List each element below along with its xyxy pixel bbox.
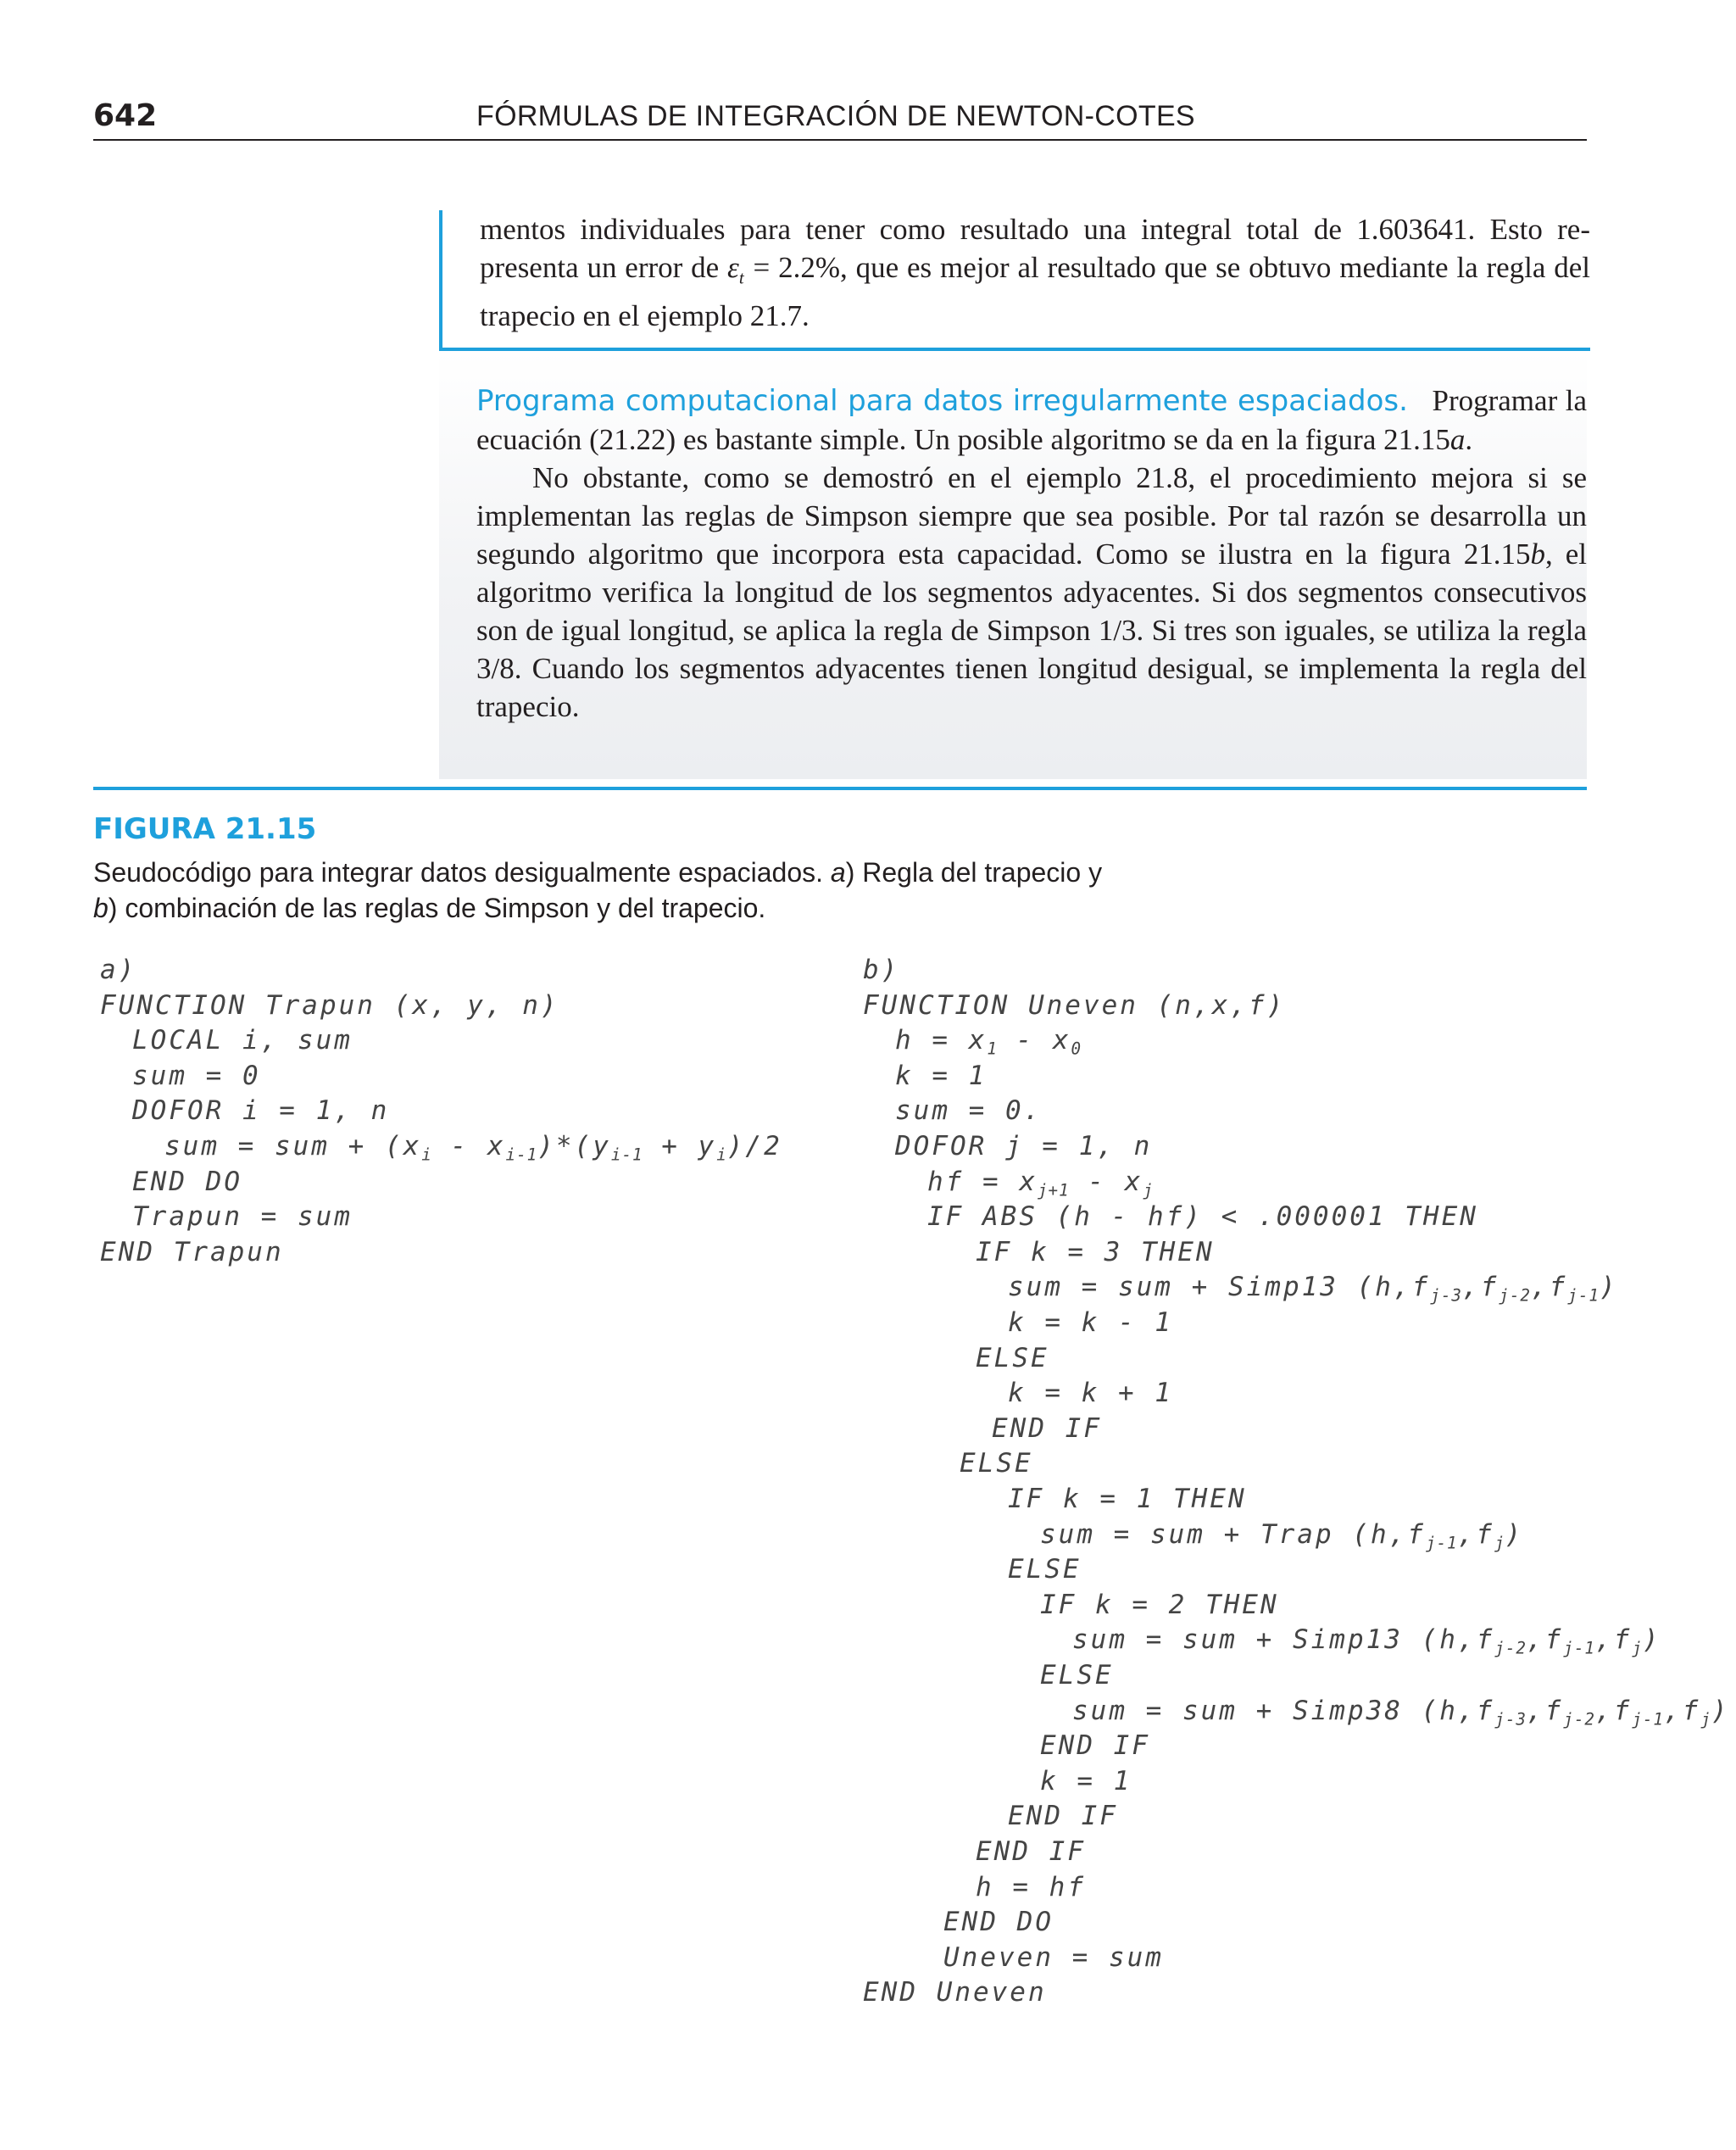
code-text: k = 1 — [1040, 1765, 1132, 1796]
page-number: 642 — [93, 98, 158, 133]
code-line — [1040, 1590, 1279, 1620]
code-text: sum = 0. — [895, 1095, 1043, 1127]
code-text: ,f — [1461, 1272, 1500, 1303]
code-line — [863, 955, 899, 985]
code-line — [1008, 1307, 1173, 1338]
section-heading: Programa computacional para datos irregularmente espaciados. — [476, 384, 1408, 418]
code-subscript: i — [421, 1145, 432, 1165]
code-line — [927, 1201, 1478, 1232]
code-text: ) — [1599, 1272, 1618, 1303]
code-text: sum = 0 — [132, 1060, 261, 1091]
paragraph-1-italic: a — [1449, 423, 1466, 456]
example-end-block — [439, 210, 1590, 351]
code-subscript: j-3 — [1430, 1286, 1462, 1306]
figure-rule — [93, 787, 1587, 790]
code-subscript: j-2 — [1494, 1639, 1527, 1659]
code-line — [895, 1025, 1082, 1059]
code-text: END Uneven — [863, 1977, 1047, 2008]
code-line — [1008, 1378, 1173, 1408]
code-text: Trapun = sum — [132, 1201, 353, 1233]
code-subscript: j-1 — [1563, 1639, 1595, 1659]
code-text: ,f — [1457, 1518, 1494, 1550]
code-line — [863, 1977, 1047, 2008]
code-text: ELSE — [1008, 1554, 1082, 1585]
code-text: ) — [1642, 1624, 1661, 1656]
code-subscript: i-1 — [610, 1145, 643, 1165]
code-line — [1040, 1730, 1150, 1761]
code-subscript: i-1 — [505, 1145, 538, 1165]
epsilon-subscript: t — [738, 267, 745, 288]
section-paragraph-2 — [476, 459, 1587, 726]
code-subscript: j+1 — [1037, 1180, 1070, 1200]
code-line — [1040, 1660, 1114, 1690]
code-text: END Trapun — [100, 1236, 284, 1267]
code-line — [976, 1872, 1086, 1902]
caption-a: a — [830, 857, 846, 888]
code-line — [1008, 1801, 1118, 1831]
code-text: END DO — [943, 1907, 1054, 1938]
code-line — [895, 1061, 987, 1091]
code-subscript: j-2 — [1563, 1709, 1595, 1729]
code-text: ,f — [1594, 1624, 1633, 1656]
code-text: DOFOR j = 1, n — [895, 1131, 1153, 1161]
code-text: hf = x — [927, 1166, 1038, 1197]
code-text: sum = sum + (x — [164, 1131, 422, 1161]
code-text: - x — [997, 1025, 1071, 1056]
code-line — [132, 1167, 242, 1197]
code-text: END IF — [1008, 1801, 1118, 1832]
paragraph-1-end: . — [1465, 423, 1473, 456]
code-text: END IF — [1040, 1730, 1150, 1762]
code-line — [943, 1907, 1054, 1937]
code-line — [895, 1131, 1152, 1161]
code-subscript: j — [1494, 1533, 1505, 1553]
code-line — [1072, 1624, 1661, 1658]
page-header — [93, 93, 1587, 141]
example-end-text — [480, 210, 1590, 335]
code-line — [895, 1095, 1042, 1126]
code-line — [960, 1448, 1033, 1479]
figure-caption — [93, 855, 1195, 926]
section-text — [476, 382, 1587, 726]
example-text-part2: = 2.2%, que es mejor al resultado que se obtuvo mediante la regla del trapecio en el ejemplo 21.7. — [480, 251, 1591, 333]
code-text: ELSE — [976, 1342, 1049, 1373]
caption-part1: Seudocódigo para integrar datos desigualmente espaciados. — [93, 857, 831, 888]
code-subscript: j — [1632, 1639, 1643, 1659]
code-line — [1040, 1519, 1523, 1553]
code-subscript: j-1 — [1425, 1533, 1458, 1553]
code-line — [164, 1131, 782, 1165]
epsilon-symbol: ε — [727, 251, 739, 284]
code-text: ,f — [1526, 1695, 1564, 1726]
code-subscript: j-1 — [1567, 1286, 1600, 1306]
code-text: + y — [643, 1131, 717, 1161]
code-line — [100, 990, 559, 1021]
example-text-part1: mentos individuales para tener como resultado una integral total de 1.603641. Esto representa un error de — [480, 213, 1590, 284]
code-text: k = k + 1 — [1008, 1378, 1173, 1409]
code-text: END DO — [132, 1166, 242, 1197]
code-line — [976, 1836, 1086, 1867]
code-text: ,f — [1663, 1695, 1701, 1726]
code-line — [132, 1201, 353, 1232]
code-text: IF ABS (h - hf) < .000001 THEN — [927, 1201, 1478, 1233]
code-subscript: j-1 — [1632, 1709, 1664, 1729]
code-line — [132, 1025, 353, 1056]
code-text: END IF — [976, 1836, 1086, 1867]
code-text: h = x — [895, 1025, 988, 1056]
caption-part2: ) Regla del trapecio y — [845, 857, 1103, 888]
code-subscript: 1 — [987, 1039, 998, 1059]
code-subscript: j — [1143, 1180, 1154, 1200]
figure-title: FIGURA 21.15 — [93, 812, 317, 846]
code-text: h = hf — [976, 1871, 1086, 1902]
code-line — [132, 1061, 261, 1091]
code-subscript: j-2 — [1499, 1286, 1531, 1306]
code-text: DOFOR i = 1, n — [132, 1095, 390, 1127]
code-text: Uneven = sum — [943, 1941, 1164, 1973]
code-subscript: i — [716, 1145, 727, 1165]
code-text: )/2 — [726, 1131, 782, 1161]
code-text: ELSE — [960, 1448, 1033, 1479]
code-line — [100, 1237, 284, 1267]
code-text: FUNCTION Uneven (n,x,f) — [863, 989, 1286, 1021]
code-subscript: j — [1700, 1709, 1711, 1729]
code-line — [1008, 1554, 1082, 1585]
section-paragraph-1 — [476, 382, 1587, 459]
section-box — [439, 351, 1587, 779]
code-line — [100, 955, 136, 985]
code-line — [1008, 1272, 1618, 1306]
code-text: - x — [431, 1131, 506, 1161]
code-text: - x — [1069, 1166, 1143, 1197]
code-text: )*(y — [537, 1131, 611, 1161]
code-line — [132, 1095, 389, 1126]
code-text: IF k = 1 THEN — [1008, 1484, 1247, 1514]
code-line — [1008, 1484, 1247, 1514]
code-text: ELSE — [1040, 1660, 1114, 1690]
pseudocode-uneven — [863, 955, 1728, 2023]
paragraph-2-text-b: , el algoritmo verifica la longitud de los segmentos adyacentes. Si dos segmentos consecutivos son de igual longitud, se aplica la regla de Simpson 1/3. Si tres son iguales, se utiliza la regla 3/8. Cuando los segmentos adyacentes tienen longitud desigual, se implementa la regla del trapecio. — [476, 538, 1587, 723]
code-text: k = 1 — [895, 1060, 988, 1091]
running-head: FÓRMULAS DE INTEGRACIÓN DE NEWTON-COTES — [476, 100, 1195, 132]
caption-part3: ) combinación de las reglas de Simpson y del trapecio. — [108, 893, 766, 923]
caption-b: b — [93, 893, 108, 923]
code-text: ,f — [1526, 1624, 1564, 1656]
code-text: sum = sum + Trap (h,f — [1040, 1518, 1426, 1550]
code-text: ,f — [1594, 1695, 1633, 1726]
code-line — [976, 1237, 1215, 1267]
code-line — [943, 1942, 1164, 1973]
code-text: sum = sum + Simp13 (h,f — [1008, 1272, 1431, 1303]
code-text: IF k = 2 THEN — [1040, 1589, 1279, 1620]
code-line — [1072, 1696, 1730, 1729]
code-text: LOCAL i, sum — [132, 1025, 353, 1056]
code-text: sum = sum + Simp38 (h,f — [1072, 1695, 1495, 1726]
code-line — [992, 1413, 1102, 1444]
code-line — [863, 990, 1285, 1021]
code-line — [976, 1343, 1049, 1373]
code-text: FUNCTION Trapun (x, y, n) — [100, 989, 559, 1021]
code-line — [1040, 1766, 1132, 1796]
code-text: ) — [1711, 1695, 1730, 1726]
paragraph-2-text-a: No obstante, como se demostró en el ejemplo 21.8, el procedimiento mejora si se implementan las reglas de Simpson siempre que sea posible. Por tal razón se desarrolla un segundo algoritmo que incorpora esta capacidad. Como se ilustra en la figura 21.15 — [476, 461, 1587, 571]
paragraph-1-text: Programar la ecuación (21.22) es bastante simple. Un posible algoritmo se da en la figura 21.15 — [476, 384, 1588, 456]
code-text: k = k - 1 — [1008, 1307, 1173, 1338]
code-text: b) — [863, 955, 900, 985]
pseudocode-trapun — [100, 955, 829, 1294]
code-line — [927, 1167, 1154, 1200]
paragraph-2-italic: b — [1530, 538, 1545, 571]
code-subscript: j-3 — [1494, 1709, 1527, 1729]
code-text: END IF — [992, 1412, 1102, 1444]
code-text: ,f — [1530, 1272, 1568, 1303]
code-text: a) — [100, 955, 137, 985]
code-text: sum = sum + Simp13 (h,f — [1072, 1624, 1495, 1656]
code-text: ) — [1505, 1518, 1524, 1550]
code-subscript: 0 — [1071, 1039, 1082, 1059]
code-text: IF k = 3 THEN — [976, 1236, 1215, 1267]
